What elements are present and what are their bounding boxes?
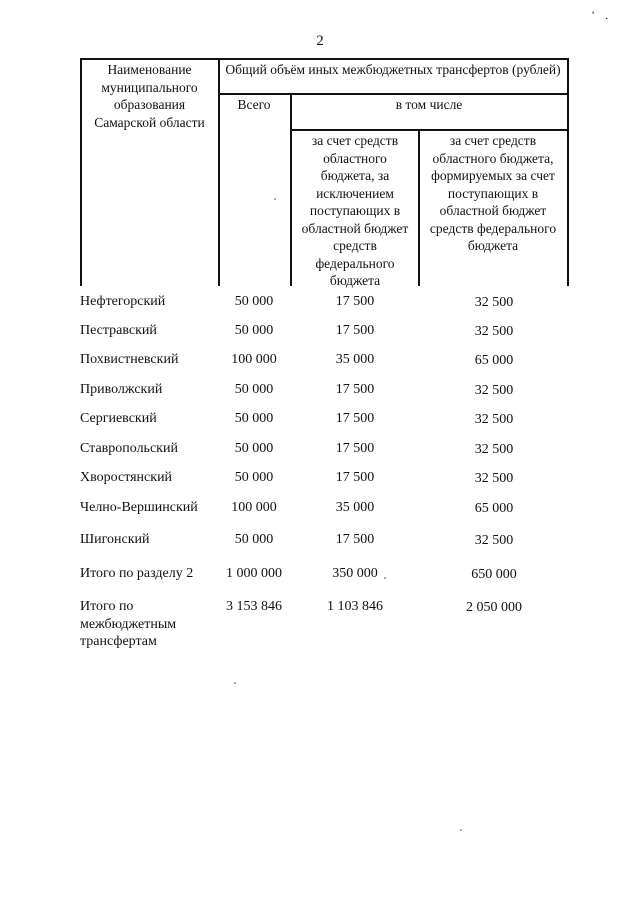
row-regional: 17 500 <box>335 441 375 456</box>
scan-speck <box>460 829 462 831</box>
header-right-border <box>567 58 569 286</box>
header-divider-total-regional <box>290 93 292 286</box>
row-name: Итого по межбюджетным трансфертам <box>80 599 177 649</box>
row-total: 100 000 <box>231 352 277 367</box>
row-name: Приволжский <box>80 382 163 397</box>
scan-speck <box>234 682 236 684</box>
page-number: 2 <box>316 33 324 49</box>
row-total: 50 000 <box>234 470 274 485</box>
row-total: 50 000 <box>234 532 274 547</box>
row-total: 50 000 <box>234 294 274 309</box>
row-name: Шигонский <box>80 532 150 547</box>
row-regional: 17 500 <box>335 470 375 485</box>
header-total-group: Общий объём иных межбюджетных трансфертов (рублей) <box>225 62 561 77</box>
header-including: в том числе <box>395 97 463 112</box>
row-federal: 32 500 <box>474 533 514 548</box>
row-total: 3 153 846 <box>226 599 282 614</box>
row-federal: 32 500 <box>474 383 514 398</box>
header-subrow-border <box>218 93 568 95</box>
row-regional: 17 500 <box>335 323 375 338</box>
row-federal: 32 500 <box>474 324 514 339</box>
row-federal: 65 000 <box>474 501 514 516</box>
row-federal: 32 500 <box>474 442 514 457</box>
header-regional: за счет средств областного бюджета, за исключением поступающих в областной бюджет средств федерального бюджета <box>301 133 409 288</box>
header-divider-name-total <box>218 58 220 286</box>
row-name: Итого по разделу 2 <box>80 566 194 581</box>
row-regional: 350 000 <box>332 566 378 581</box>
row-name: Нефтегорский <box>80 294 166 309</box>
row-name: Похвистневский <box>80 352 179 367</box>
header-top-border <box>80 58 568 60</box>
scan-speck <box>274 198 276 200</box>
row-name: Пестравский <box>80 323 157 338</box>
row-total: 100 000 <box>231 500 277 515</box>
header-divider-regional-federal <box>418 129 420 286</box>
row-federal: 650 000 <box>471 567 517 582</box>
row-total: 50 000 <box>234 323 274 338</box>
row-federal: 2 050 000 <box>466 600 522 615</box>
row-regional: 17 500 <box>335 294 375 309</box>
row-regional: 35 000 <box>335 500 375 515</box>
row-name: Ставропольский <box>80 441 178 456</box>
row-regional: 35 000 <box>335 352 375 367</box>
row-name: Челно-Вершинский <box>80 500 198 515</box>
row-federal: 32 500 <box>474 471 514 486</box>
header-federal: за счет средств областного бюджета, формируемых за счет поступающих в областной бюджет средств федерального бюджета <box>429 133 557 253</box>
row-regional: 17 500 <box>335 532 375 547</box>
row-federal: 32 500 <box>474 412 514 427</box>
row-regional: 17 500 <box>335 382 375 397</box>
row-total: 50 000 <box>234 382 274 397</box>
corner-marks: ' . <box>592 8 613 22</box>
row-total: 1 000 000 <box>226 566 282 581</box>
header-municipality: Наименование муниципального образования Самарской области <box>94 62 205 130</box>
row-total: 50 000 <box>234 441 274 456</box>
header-left-border <box>80 58 82 286</box>
row-regional: 17 500 <box>335 411 375 426</box>
row-name: Хворостянский <box>80 470 173 485</box>
scan-speck <box>384 577 386 579</box>
row-regional: 1 103 846 <box>327 599 383 614</box>
row-federal: 32 500 <box>474 295 514 310</box>
row-name: Сергиевский <box>80 411 157 426</box>
row-total: 50 000 <box>234 411 274 426</box>
header-total: Всего <box>237 97 271 112</box>
row-federal: 65 000 <box>474 353 514 368</box>
header-including-border <box>290 129 568 131</box>
